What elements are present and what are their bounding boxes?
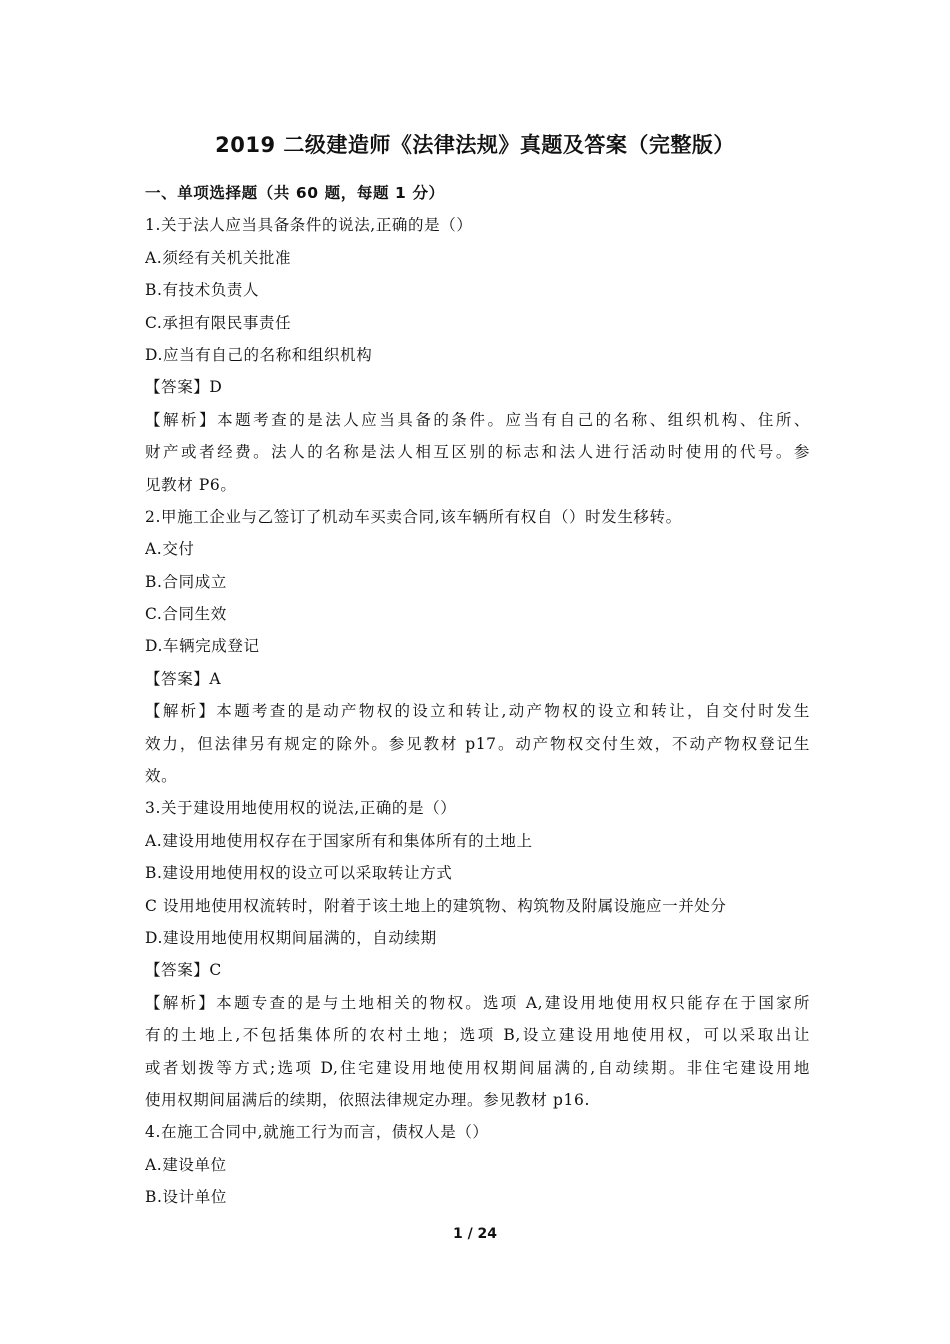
text-line: 【解析】本题专查的是与土地相关的物权。选项 A,建设用地使用权只能存在于国家所 — [145, 993, 810, 1012]
text-line: 效。 — [145, 767, 178, 786]
text-line: A.建设单位 — [145, 1155, 227, 1174]
text-line: B.建设用地使用权的设立可以采取转让方式 — [145, 864, 453, 883]
text-line: 4.在施工合同中,就施工行为而言，债权人是（） — [145, 1123, 489, 1142]
text-line: 财产或者经费。法人的名称是法人相互区别的标志和法人进行活动时使用的代号。参 — [145, 443, 810, 462]
text-line: 1.关于法人应当具备条件的说法,正确的是（） — [145, 216, 473, 235]
text-line: 【解析】本题考查的是动产物权的设立和转让,动产物权的设立和转让，自交付时发生 — [145, 702, 810, 721]
text-line: 效力，但法律另有规定的除外。参见教材 p17。动产物权交付生效，不动产物权登记生 — [145, 734, 810, 753]
text-line: 【答案】A — [145, 669, 222, 688]
text-line: A.交付 — [145, 540, 195, 559]
text-line: C.合同生效 — [145, 605, 227, 624]
document-title: 2019 二级建造师《法律法规》真题及答案（完整版） — [215, 133, 735, 157]
text-line: 或者划拨等方式;选项 D,住宅建设用地使用权期间届满的,自动续期。非住宅建设用地 — [145, 1058, 810, 1077]
section-heading: 一、单项选择题（共 60 题，每题 1 分） — [145, 184, 445, 202]
text-line: B.有技术负责人 — [145, 281, 260, 300]
text-line: 2.甲施工企业与乙签订了机动车买卖合同,该车辆所有权自（）时发生移转。 — [145, 507, 682, 526]
text-line: 【答案】D — [145, 378, 223, 397]
text-line: 有的土地上,不包括集体所的农村土地；选项 B,设立建设用地使用权，可以采取出让 — [145, 1026, 810, 1045]
text-line: 3.关于建设用地使用权的说法,正确的是（） — [145, 799, 457, 818]
text-line: 【答案】C — [145, 961, 222, 980]
text-line: D.建设用地使用权期间届满的，自动续期 — [145, 928, 437, 947]
text-line: C 设用地使用权流转时，附着于该土地上的建筑物、构筑物及附属设施应一并处分 — [145, 896, 727, 915]
text-line: C.承担有限民事责任 — [145, 313, 292, 332]
text-line: A.须经有关机关批准 — [145, 248, 292, 267]
text-line: B.合同成立 — [145, 572, 227, 591]
text-line: 【解析】本题考查的是法人应当具备的条件。应当有自己的名称、组织机构、住所、 — [145, 410, 810, 429]
text-line: D.车辆完成登记 — [145, 637, 260, 656]
text-line: D.应当有自己的名称和组织机构 — [145, 345, 373, 364]
text-line: 见教材 P6。 — [145, 475, 237, 494]
text-line: B.设计单位 — [145, 1188, 227, 1207]
text-line: A.建设用地使用权存在于国家所有和集体所有的土地上 — [145, 831, 533, 850]
text-line: 使用权期间届满后的续期，依照法律规定办理。参见教材 p16. — [145, 1090, 591, 1109]
page-number: 1 / 24 — [452, 1226, 498, 1242]
document-body — [145, 177, 810, 1214]
